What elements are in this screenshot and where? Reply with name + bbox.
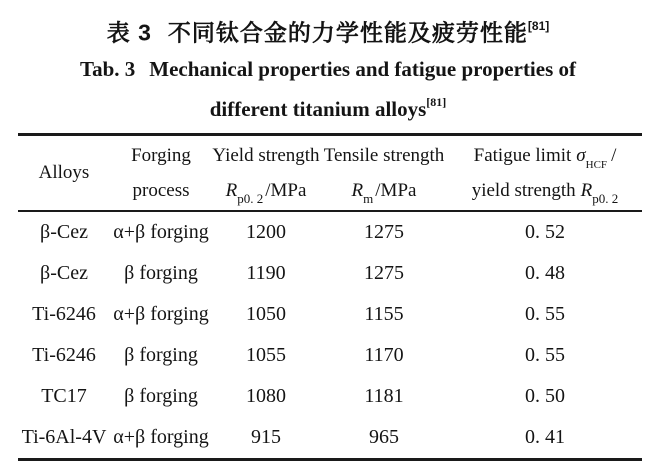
cell-yield-strength: 1190 [246, 261, 286, 284]
cell-fatigue-ratio: 0. 52 [525, 220, 565, 243]
unit-mpa: /MPa [375, 179, 417, 201]
table-caption-en-text2: different titanium alloys [209, 96, 427, 121]
header-tensile-strength [320, 134, 448, 211]
table-row [18, 294, 642, 335]
table-header [18, 134, 642, 211]
subscript-m: m [363, 191, 374, 207]
header-yield-line1: Yield strength [212, 144, 320, 166]
table-caption-en-label: Tab. 3 [79, 56, 136, 81]
cell-yield-strength: 1080 [246, 384, 286, 407]
table-caption-zh-label: 表 3 [106, 19, 152, 46]
cell-fatigue-ratio: 0. 55 [525, 302, 565, 325]
header-alloys [18, 134, 110, 211]
cell-tensile-strength: 1170 [364, 343, 404, 366]
header-row [18, 134, 642, 211]
table-body [18, 211, 642, 460]
cell-fatigue-ratio: 0. 55 [525, 343, 565, 366]
cell-process: α+β forging [113, 220, 209, 243]
symbol-R: R [351, 179, 364, 201]
cell-process: α+β forging [113, 302, 209, 325]
table-row [18, 335, 642, 376]
symbol-sigma: σ [576, 144, 586, 166]
unit-mpa: /MPa [265, 179, 307, 201]
table-caption-en-text: Mechanical properties and fatigue properties of [149, 56, 577, 81]
header-forging-process [110, 134, 212, 211]
cell-tensile-strength: 1275 [364, 220, 404, 243]
cell-alloy: β-Cez [40, 220, 88, 243]
cell-tensile-strength: 1181 [364, 384, 404, 407]
header-forging-line1: Forging [131, 144, 191, 166]
cell-yield-strength: 1200 [246, 220, 286, 243]
table-row [18, 211, 642, 253]
header-tensile-line2 [320, 173, 448, 208]
cell-process: β forging [124, 384, 198, 407]
cell-fatigue-ratio: 0. 48 [525, 261, 565, 284]
header-fatigue-line1 [448, 138, 642, 173]
table-caption-zh-text: 不同钛合金的力学性能及疲劳性能 [167, 19, 528, 46]
header-tensile-line1: Tensile strength [323, 144, 445, 166]
cell-yield-strength: 1050 [246, 302, 286, 325]
citation-ref-en: [81] [426, 94, 447, 109]
cell-process: α+β forging [113, 425, 209, 448]
cell-fatigue-ratio: 0. 50 [525, 384, 565, 407]
header-fatigue-text2: yield strength [471, 179, 576, 201]
properties-table [18, 133, 642, 461]
cell-fatigue-ratio: 0. 41 [525, 425, 565, 448]
cell-yield-strength: 1055 [246, 343, 286, 366]
header-alloys-label: Alloys [38, 162, 90, 184]
table-caption-zh [0, 11, 656, 50]
cell-tensile-strength: 1155 [364, 302, 404, 325]
cell-alloy: Ti-6246 [32, 343, 96, 366]
subscript-p02: p0. 2 [592, 191, 619, 207]
citation-ref-zh: [81] [527, 19, 550, 33]
subscript-p02: p0. 2 [237, 191, 264, 207]
cell-alloy: β-Cez [40, 261, 88, 284]
subscript-hcf: HCF [585, 159, 608, 172]
cell-process: β forging [124, 261, 198, 284]
cell-alloy: TC17 [41, 384, 87, 407]
header-yield-line2 [212, 173, 320, 208]
header-fatigue-ratio [448, 134, 642, 211]
cell-tensile-strength: 1275 [364, 261, 404, 284]
header-fatigue-line2 [448, 173, 642, 208]
table-row [18, 253, 642, 294]
table-row [18, 417, 642, 460]
header-yield-strength [212, 134, 320, 211]
symbol-R: R [580, 179, 593, 201]
symbol-R: R [225, 179, 238, 201]
cell-process: β forging [124, 343, 198, 366]
header-forging-line2: process [132, 179, 190, 201]
cell-tensile-strength: 965 [369, 425, 399, 448]
table-row [18, 376, 642, 417]
header-fatigue-text: Fatigue limit [473, 144, 572, 166]
cell-alloy: Ti-6Al-4V [21, 425, 107, 448]
table-caption-en-line2 [0, 88, 656, 125]
table-caption-en-line1 [0, 53, 656, 85]
slash: / [611, 144, 617, 166]
cell-alloy: Ti-6246 [32, 302, 96, 325]
cell-yield-strength: 915 [251, 425, 281, 448]
